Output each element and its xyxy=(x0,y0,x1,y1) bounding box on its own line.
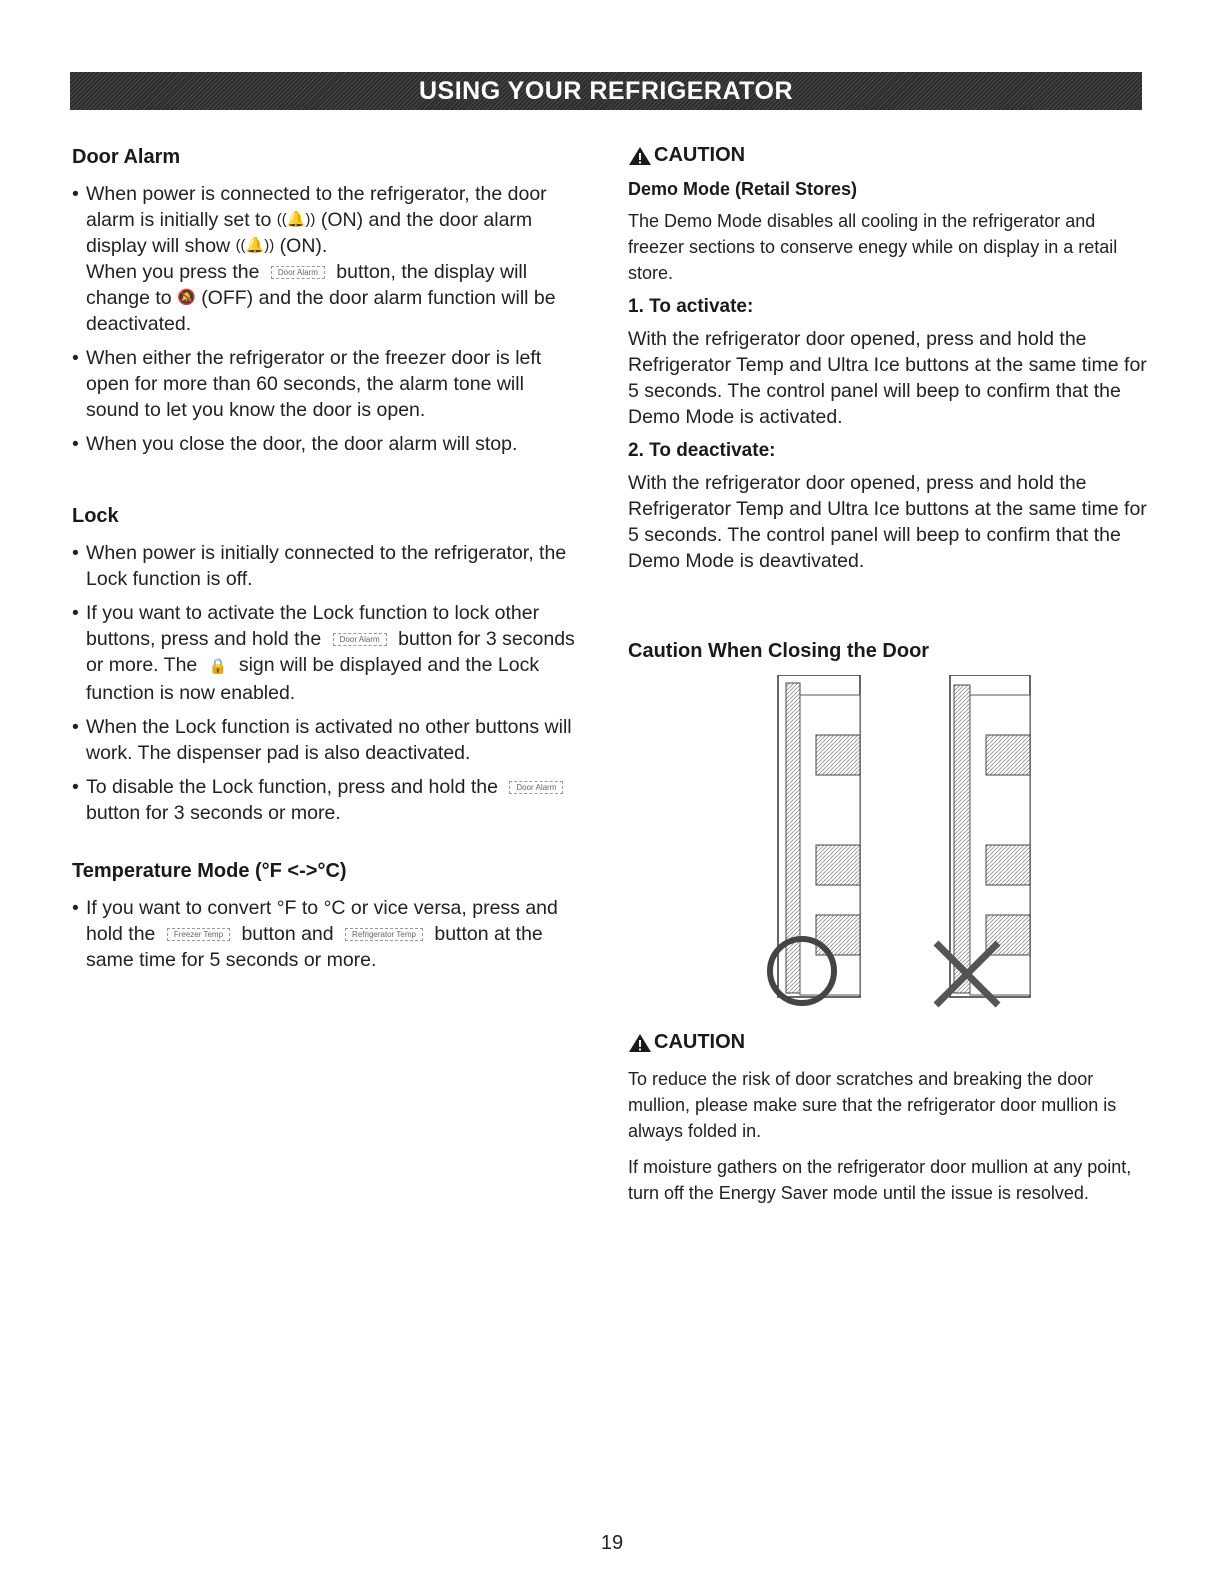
closing-door-heading: Caution When Closing the Door xyxy=(628,640,930,662)
list-item: • To disable the Lock function, press and hold the Door Alarm button for 3 seconds or more. xyxy=(72,774,582,826)
refrigerator-temp-button-icon: Refrigerator Temp xyxy=(345,928,423,941)
page-number: 19 xyxy=(600,1532,624,1554)
alarm-on-icon: ((🔔)) xyxy=(235,237,275,254)
caution-body-1: To reduce the risk of door scratches and breaking the door mullion, please make sure that the refrigerator door mullion is always folded in. xyxy=(628,1069,1117,1141)
lock-list xyxy=(72,540,582,826)
door-alarm-button-icon: Door Alarm xyxy=(333,633,387,646)
warning-icon xyxy=(628,146,652,166)
lock-icon: 🔒 xyxy=(208,658,228,675)
door-correct-figure xyxy=(770,675,860,1003)
temperature-mode-list xyxy=(72,895,582,973)
door-alarm-button-icon: Door Alarm xyxy=(271,266,325,279)
right-column xyxy=(628,140,1148,1216)
caution-heading: CAUTION xyxy=(628,144,1148,167)
deactivate-body: With the refrigerator door opened, press and hold the Refrigerator Temp and Ultra Ice buttons at the same time for 5 seconds. The control panel will beep to confirm that the Demo Mode is deavtivated. xyxy=(628,472,1147,572)
list-item: • When either the refrigerator or the freezer door is left open for more than 60 seconds, the alarm tone will sound to let you know the door is open. xyxy=(72,345,582,423)
door-closing-illustration xyxy=(750,675,1050,1015)
door-alarm-list xyxy=(72,181,582,457)
deactivate-heading: 2. To deactivate: xyxy=(628,440,776,461)
section-banner xyxy=(70,72,1142,110)
alarm-on-icon: ((🔔)) xyxy=(276,211,316,228)
door-incorrect-figure xyxy=(936,675,1030,1005)
page-title: USING YOUR REFRIGERATOR xyxy=(418,77,794,105)
temperature-mode-heading: Temperature Mode (°F <->°C) xyxy=(72,860,347,882)
warning-icon xyxy=(628,1033,652,1053)
left-column xyxy=(72,140,582,981)
list-item: • When power is initially connected to the refrigerator, the Lock function is off. xyxy=(72,540,582,592)
caution-heading: CAUTION xyxy=(628,1031,1148,1054)
list-item: • When power is connected to the refrigerator, the door alarm is initially set to ((🔔)) (ON) and the door alarm display will show ((🔔)) (ON). When you press the Door Alarm button, the display will change to 🔕 (OFF) and the door alarm function will be deactivated. xyxy=(72,181,582,337)
freezer-temp-button-icon: Freezer Temp xyxy=(167,928,230,941)
list-item: • If you want to activate the Lock function to lock other buttons, press and hold the Door Alarm button for 3 seconds or more. The 🔒 sign will be displayed and the Lock function is now enabled. xyxy=(72,600,582,706)
activate-heading: 1. To activate: xyxy=(628,296,754,317)
list-item: • When the Lock function is activated no other buttons will work. The dispenser pad is also deactivated. xyxy=(72,714,582,766)
list-item: • If you want to convert °F to °C or vice versa, press and hold the Freezer Temp button and Refrigerator Temp button at the same time for 5 seconds or more. xyxy=(72,895,582,973)
lock-heading: Lock xyxy=(72,505,119,527)
demo-mode-heading: Demo Mode (Retail Stores) xyxy=(628,179,858,199)
alarm-off-icon: 🔕 xyxy=(177,289,196,306)
activate-body: With the refrigerator door opened, press and hold the Refrigerator Temp and Ultra Ice buttons at the same time for 5 seconds. The control panel will beep to confirm that the Demo Mode is activated. xyxy=(628,328,1147,428)
caution-body-2: If moisture gathers on the refrigerator door mullion at any point, turn off the Energy Saver mode until the issue is resolved. xyxy=(628,1157,1132,1203)
door-alarm-heading: Door Alarm xyxy=(72,146,181,168)
list-item: • When you close the door, the door alarm will stop. xyxy=(72,431,582,457)
demo-mode-body: The Demo Mode disables all cooling in the refrigerator and freezer sections to conserve enegy while on display in a retail store. xyxy=(628,211,1118,283)
door-alarm-button-icon: Door Alarm xyxy=(509,781,563,794)
